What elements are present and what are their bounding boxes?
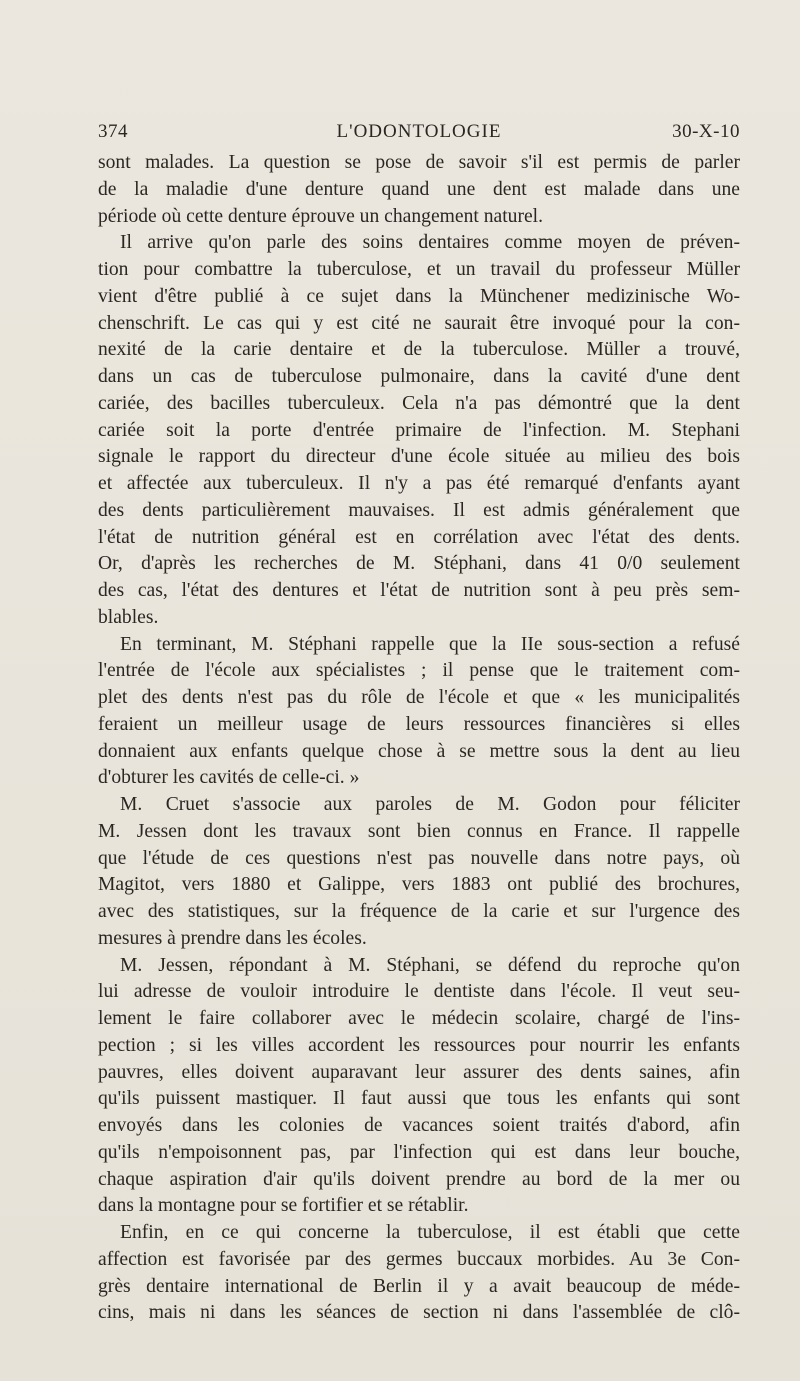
text-line: sont malades. La question se pose de savoir s'il est permis de parler [98,152,740,173]
page-number: 374 [98,121,128,142]
text-line: tion pour combattre la tuberculose, et un travail du professeur Müller [98,259,740,280]
text-line: des cas, l'état des dentures et l'état de nutrition sont à peu près sem- [98,580,740,601]
text-line: avec des statistiques, sur la fréquence de la carie et sur l'urgence des [98,901,740,922]
text-line: plet des dents n'est pas du rôle de l'école et que « les municipalités [98,687,740,708]
text-line: cariée soit la porte d'entrée primaire de l'infection. M. Stephani [98,419,740,441]
text-line: chaque aspiration d'air qu'ils doivent prendre au bord de la mer ou [98,1168,740,1190]
text-line: Enfin, en ce qui concerne la tuberculose, il est établi que cette [120,1222,740,1243]
running-header [98,121,740,145]
text-line: Il arrive qu'on parle des soins dentaires comme moyen de préven- [120,232,740,254]
text-line: pection ; si les villes accordent les ressources pour nourrir les enfants [98,1034,740,1056]
text-line: donnaient aux enfants quelque chose à se mettre sous la dent au lieu [98,740,740,762]
text-line: des dents particulièrement mauvaises. Il est admis généralement que [98,499,740,521]
text-line: M. Jessen, répondant à M. Stéphani, se défend du reproche qu'on [120,954,740,976]
text-line: dans un cas de tuberculose pulmonaire, dans la cavité d'une dent [98,366,740,387]
text-line: qu'ils puissent mastiquer. Il faut aussi que tous les enfants qui sont [98,1088,740,1110]
text-line: Magitot, vers 1880 et Galippe, vers 1883 ont publié des brochures, [98,874,740,896]
text-line: lement le faire collaborer avec le médecin scolaire, chargé de l'ins- [98,1008,740,1029]
text-line: vient d'être publié à ce sujet dans la Münchener medizinische Wo- [98,285,740,307]
text-line: période où cette denture éprouve un changement naturel. [98,205,544,227]
text-line: chenschrift. Le cas qui y est cité ne saurait être invoqué pour la con- [98,312,740,334]
text-line: nexité de la carie dentaire et de la tuberculose. Müller a trouvé, [98,339,740,361]
issue-date: 30-X-10 [672,121,740,142]
text-line: qu'ils n'empoisonnent pas, par l'infection qui est dans leur bouche, [98,1141,740,1163]
text-line: feraient un meilleur usage de leurs ressources financières si elles [98,713,740,735]
text-line: M. Cruet s'associe aux paroles de M. Godon pour féliciter [120,794,740,815]
text-line: M. Jessen dont les travaux sont bien connus en France. Il rappelle [98,820,740,842]
text-line: Or, d'après les recherches de M. Stéphani, dans 41 0/0 seulement [98,553,740,575]
text-line: envoyés dans les colonies de vacances soient traités d'abord, afin [98,1115,740,1136]
text-line: et affectée aux tuberculeux. Il n'y a pas été remarqué d'enfants ayant [98,473,740,494]
text-line: que l'étude de ces questions n'est pas nouvelle dans notre pays, où [98,847,740,869]
text-line: d'obturer les cavités de celle-ci. » [98,767,360,789]
text-line: pauvres, elles doivent auparavant leur assurer des dents saines, afin [98,1061,740,1083]
text-line: affection est favorisée par des germes buccaux morbides. Au 3e Con- [98,1248,740,1270]
text-line: cariée, des bacilles tuberculeux. Cela n'a pas démontré que la dent [98,392,740,414]
text-line: En terminant, M. Stéphani rappelle que la IIe sous-section a refusé [120,633,740,655]
text-line: l'état de nutrition général est en corrélation avec l'état des dents. [98,526,740,548]
text-line: blables. [98,606,159,628]
text-line: signale le rapport du directeur d'une école située au milieu des bois [98,446,740,468]
text-line: cins, mais ni dans les séances de section ni dans l'assemblée de clô- [98,1302,740,1324]
text-line: lui adresse de vouloir introduire le dentiste dans l'école. Il veut seu- [98,981,740,1003]
text-line: grès dentaire international de Berlin il y a avait beaucoup de méde- [98,1275,740,1297]
journal-title: L'ODONTOLOGIE [336,121,502,142]
text-line: dans la montagne pour se fortifier et se rétablir. [98,1195,469,1217]
text-line: l'entrée de l'école aux spécialistes ; il pense que le traitement com- [98,660,740,682]
text-line: de la maladie d'une denture quand une dent est malade dans une [98,178,740,200]
text-line: mesures à prendre dans les écoles. [98,927,367,949]
body-text [98,150,740,1327]
